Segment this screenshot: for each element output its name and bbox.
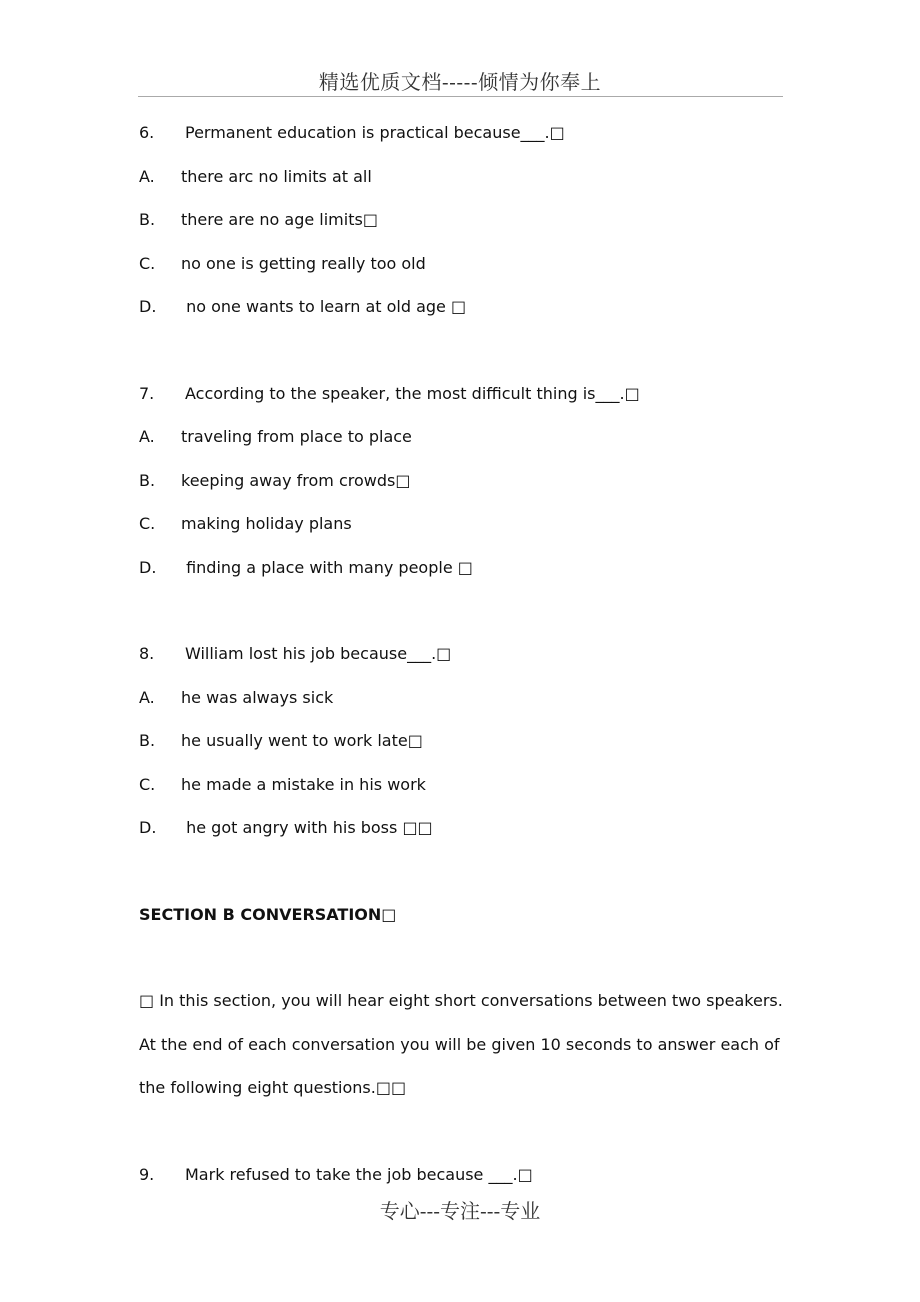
question-number: 8. <box>139 644 155 663</box>
option-text: traveling from place to place <box>181 427 412 446</box>
option-letter: C. <box>139 254 156 273</box>
page-header: 精选优质文档-----倾情为你奉上 <box>318 70 602 94</box>
question-8 <box>139 644 451 664</box>
question-number: 9. <box>139 1165 155 1184</box>
option-6d <box>139 297 466 317</box>
question-9 <box>139 1165 533 1185</box>
section-b-instructions: □ In this section, you will hear eight short conversations between two speakers. At the end of each conversation you will be given 10 seconds to answer each of the following eight questions.□□ <box>139 991 783 1097</box>
option-text: he usually went to work late□ <box>181 731 423 750</box>
option-text: there are no age limits□ <box>181 210 378 229</box>
option-6c <box>139 254 426 274</box>
option-text: no one wants to learn at old age □ <box>181 297 467 316</box>
option-letter: A. <box>139 167 155 186</box>
question-text: Permanent education is practical because___.□ <box>185 123 565 142</box>
option-letter: D. <box>139 558 157 577</box>
option-text: he was always sick <box>181 688 334 707</box>
option-7d <box>139 558 473 578</box>
question-text: Mark refused to take the job because ___.□ <box>185 1165 533 1184</box>
question-text: According to the speaker, the most difficult thing is___.□ <box>185 384 640 403</box>
option-text: no one is getting really too old <box>181 254 426 273</box>
option-text: he got angry with his boss □□ <box>181 818 433 837</box>
section-b-heading: SECTION B CONVERSATION□ <box>139 905 397 924</box>
option-letter: A. <box>139 427 155 446</box>
option-8a <box>139 688 333 708</box>
question-number: 6. <box>139 123 155 142</box>
option-letter: B. <box>139 731 156 750</box>
option-text: he made a mistake in his work <box>181 775 426 794</box>
question-7 <box>139 384 640 404</box>
option-8c <box>139 775 426 795</box>
page-footer: 专心---专注---专业 <box>379 1199 541 1223</box>
option-text: making holiday plans <box>181 514 352 533</box>
option-letter: D. <box>139 818 157 837</box>
option-7a <box>139 427 412 447</box>
option-text: finding a place with many people □ <box>181 558 473 577</box>
option-letter: A. <box>139 688 155 707</box>
option-6a <box>139 167 372 187</box>
question-number: 7. <box>139 384 155 403</box>
option-text: keeping away from crowds□ <box>181 471 411 490</box>
option-letter: C. <box>139 775 156 794</box>
header-divider <box>138 96 783 97</box>
option-7c <box>139 514 352 534</box>
option-letter: B. <box>139 210 156 229</box>
option-6b <box>139 210 378 230</box>
option-8b <box>139 731 423 751</box>
option-8d <box>139 818 433 838</box>
question-text: William lost his job because___.□ <box>185 644 452 663</box>
option-7b <box>139 471 410 491</box>
option-letter: C. <box>139 514 156 533</box>
option-letter: D. <box>139 297 157 316</box>
option-text: there arc no limits at all <box>181 167 372 186</box>
question-6 <box>139 123 565 143</box>
option-letter: B. <box>139 471 156 490</box>
